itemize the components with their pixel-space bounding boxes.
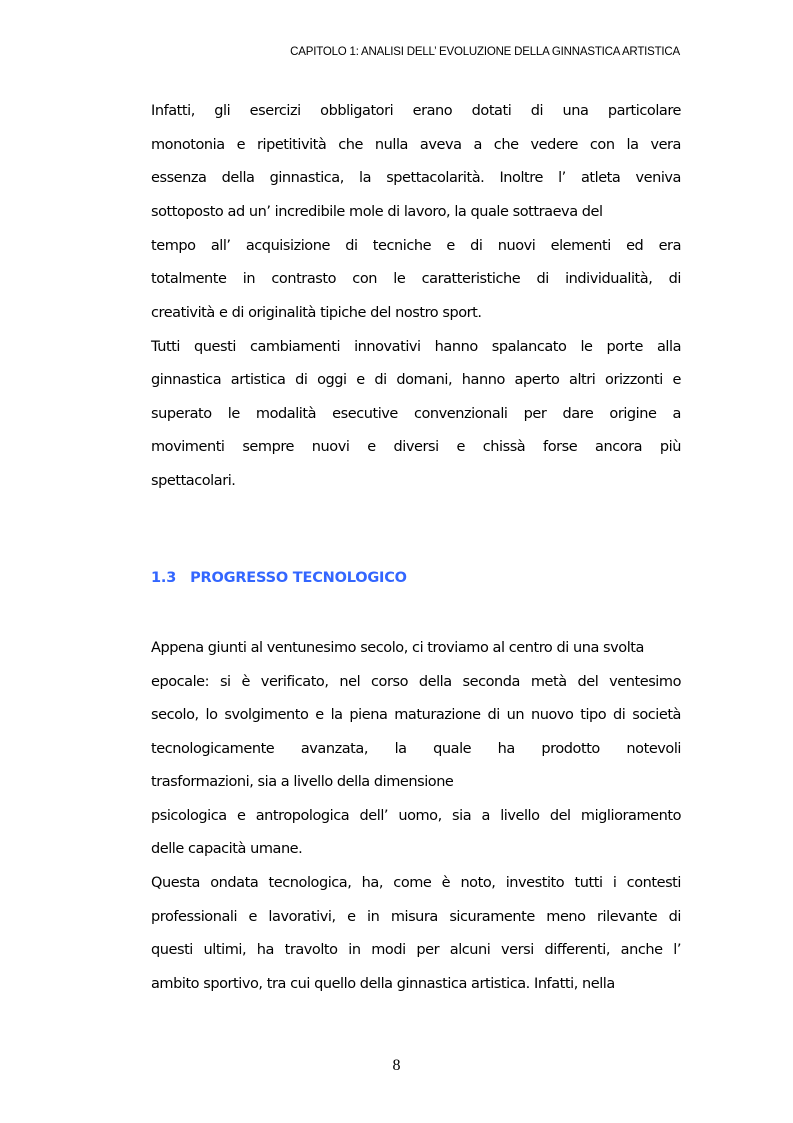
text-line: delle capacità umane. bbox=[151, 841, 303, 857]
section-title: PROGRESSO TECNOLOGICO bbox=[190, 570, 407, 586]
text-line: professionali e lavorativi, e in misura sicuramente meno rilevante di bbox=[151, 909, 681, 925]
text-line: Tutti questi cambiamenti innovativi hanno spalancato le porte alla bbox=[151, 339, 681, 355]
text-line: sottoposto ad un’ incredibile mole di lavoro, la quale sottraeva del bbox=[151, 204, 603, 220]
text-line: psicologica e antropologica dell’ uomo, sia a livello del miglioramento bbox=[151, 808, 681, 824]
text-line: ginnastica artistica di oggi e di domani, hanno aperto altri orizzonti e bbox=[151, 372, 681, 388]
text-line: trasformazioni, sia a livello della dimensione bbox=[151, 774, 454, 790]
text-line: tecnologicamente avanzata, la quale ha prodotto notevoli bbox=[151, 741, 681, 757]
text-line: creatività e di originalità tipiche del nostro sport. bbox=[151, 305, 482, 321]
section-number: 1.3 bbox=[151, 570, 177, 586]
text-line: Infatti, gli esercizi obbligatori erano dotati di una particolare bbox=[151, 103, 681, 119]
text-line: epocale: si è verificato, nel corso della seconda metà del ventesimo bbox=[151, 674, 681, 690]
text-line: questi ultimi, ha travolto in modi per alcuni versi differenti, anche l’ bbox=[151, 942, 681, 958]
text-line: totalmente in contrasto con le caratteristiche di individualità, di bbox=[151, 271, 681, 287]
page-number: 8 bbox=[392, 1057, 401, 1074]
text-line: Questa ondata tecnologica, ha, come è noto, investito tutti i contesti bbox=[151, 875, 681, 891]
text-line: superato le modalità esecutive convenzionali per dare origine a bbox=[151, 406, 681, 422]
text-line: spettacolari. bbox=[151, 473, 236, 489]
section-heading bbox=[151, 570, 407, 586]
text-line: tempo all’ acquisizione di tecniche e di nuovi elementi ed era bbox=[151, 238, 681, 254]
text-line: secolo, lo svolgimento e la piena maturazione di un nuovo tipo di società bbox=[151, 707, 681, 723]
text-line: ambito sportivo, tra cui quello della ginnastica artistica. Infatti, nella bbox=[151, 976, 615, 992]
text-line: Appena giunti al ventunesimo secolo, ci troviamo al centro di una svolta bbox=[151, 640, 644, 656]
text-line: essenza della ginnastica, la spettacolarità. Inoltre l’ atleta veniva bbox=[151, 170, 681, 186]
text-line: monotonia e ripetitività che nulla aveva a che vedere con la vera bbox=[151, 137, 681, 153]
text-line: movimenti sempre nuovi e diversi e chissà forse ancora più bbox=[151, 439, 681, 455]
running-header: CAPITOLO 1: ANALISI DELL’ EVOLUZIONE DELLA GINNASTICA ARTISTICA bbox=[290, 46, 680, 58]
header-divider bbox=[151, 67, 681, 68]
